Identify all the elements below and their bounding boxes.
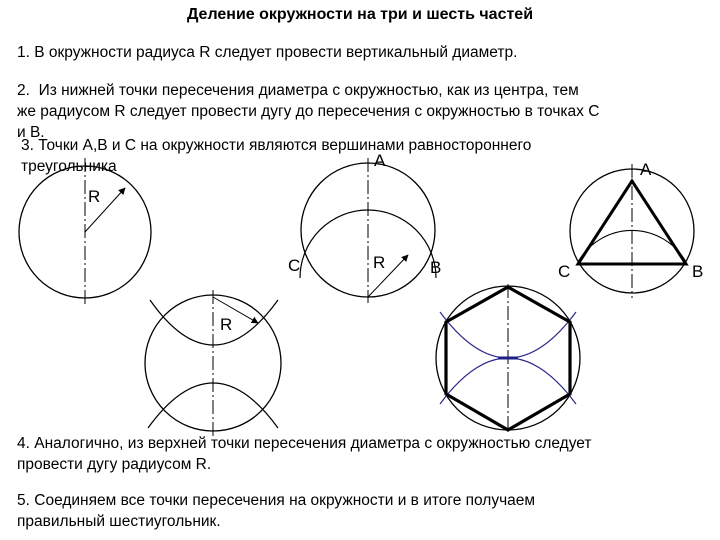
fig4-label-r: R <box>220 315 233 334</box>
step-5-line-1: Соединяем все точки пересечения на окружности и в итоге получаем <box>34 492 536 509</box>
step-4-line-1: Аналогично, из верхней точки пересечения диаметра с окружностью следует <box>34 435 592 452</box>
fig1-label-r: R <box>88 187 101 206</box>
step-1-number: 1. <box>17 44 30 61</box>
fig4-arc-top <box>150 300 278 345</box>
fig2-label-r: R <box>373 253 386 272</box>
figure-2 <box>288 151 441 303</box>
fig3-label-c: C <box>558 262 571 281</box>
figure-3 <box>558 160 703 298</box>
figure-1 <box>19 158 151 306</box>
step-5-number: 5. <box>17 492 30 509</box>
fig2-label-c: C <box>288 256 301 275</box>
step-4-line-2: провести дугу радиусом R. <box>17 456 212 473</box>
fig2-label-a: A <box>374 151 386 170</box>
figure-4 <box>145 290 281 437</box>
step-2-number: 2. <box>17 82 30 99</box>
page-title: Деление окружности на три и шесть частей <box>186 6 534 23</box>
step-5-line-2: правильный шестиугольник. <box>17 513 221 530</box>
step-4-number: 4. <box>17 435 30 452</box>
step-3-line-2: треугольника <box>21 158 117 175</box>
fig3-label-a: A <box>640 160 652 179</box>
fig3-label-b: B <box>692 262 704 281</box>
step-2-line-2: же радиусом R следует провести дугу до пересечения с окружностью в точках C <box>17 103 600 120</box>
step-3-line-1: Точки A,B и C на окружности являются вершинами равностороннего <box>38 137 532 154</box>
step-1-text: В окружности радиуса R следует провести вертикальный диаметр. <box>34 44 518 61</box>
fig2-label-b: B <box>430 258 442 277</box>
step-3-number: 3. <box>21 137 34 154</box>
step-2-line-3: и B. <box>17 124 45 141</box>
step-2-line-1: Из нижней точки пересечения диаметра с окружностью, как из центра, тем <box>38 82 579 99</box>
figure-5 <box>436 284 580 432</box>
